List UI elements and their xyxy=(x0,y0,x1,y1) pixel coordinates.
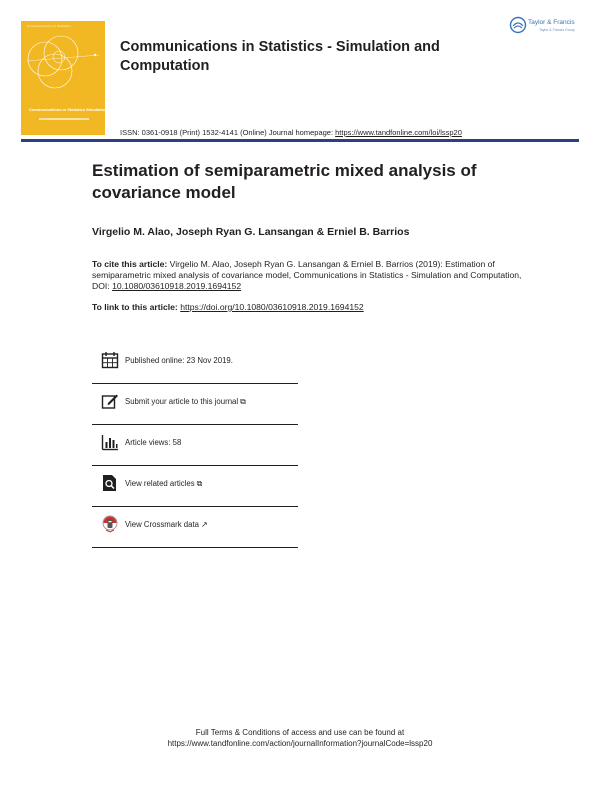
external-link-icon: ⧉ xyxy=(240,397,246,406)
edit-pencil-icon xyxy=(101,392,119,410)
article-views-text: Article views: 58 xyxy=(125,438,182,447)
article-authors: Virgelio M. Alao, Joseph Ryan G. Lansangan & Erniel B. Barrios xyxy=(92,226,410,238)
cover-subtitle-bar xyxy=(39,118,89,120)
crossmark-icon xyxy=(101,515,119,533)
related-articles-label: View related articles xyxy=(125,479,195,488)
submit-article-link[interactable] xyxy=(125,397,246,407)
journal-cover-image[interactable] xyxy=(21,21,141,150)
taylor-francis-logo[interactable] xyxy=(509,16,584,36)
header-divider xyxy=(21,139,579,142)
article-info-list xyxy=(92,343,298,548)
search-document-icon xyxy=(101,474,119,492)
bar-chart-icon xyxy=(101,433,119,451)
doi-link[interactable]: 10.1080/03610918.2019.1694152 xyxy=(112,281,242,291)
published-online-row xyxy=(92,343,298,384)
journal-homepage-link[interactable]: https://www.tandfonline.com/loi/lssp20 xyxy=(335,128,462,137)
crossmark-label: View Crossmark data xyxy=(125,520,199,529)
tf-logo-icon xyxy=(509,16,527,34)
tf-logo-subtitle: Taylor & Francis Group xyxy=(539,28,575,32)
external-link-icon: ⧉ xyxy=(196,479,203,488)
article-link-line xyxy=(92,302,364,312)
related-articles-link[interactable] xyxy=(125,479,202,489)
article-title: Estimation of semiparametric mixed analysis of covariance model xyxy=(92,161,477,202)
article-doi-url[interactable]: https://doi.org/10.1080/03610918.2019.1694152 xyxy=(180,302,364,312)
submit-article-label: Submit your article to this journal xyxy=(125,397,239,406)
footer-journal-info-link[interactable]: https://www.tandfonline.com/action/journalInformation?journalCode=lssp20 xyxy=(167,739,433,748)
crossmark-link[interactable] xyxy=(125,520,208,529)
related-articles-row[interactable] xyxy=(92,466,298,507)
article-views-row xyxy=(92,425,298,466)
journal-title: Communications in Statistics - Simulation and Computation xyxy=(120,39,440,74)
cite-label: To cite this article: xyxy=(92,259,168,269)
tf-logo-name: Taylor & Francis xyxy=(528,19,575,26)
submit-article-row[interactable] xyxy=(92,384,298,425)
citation-block xyxy=(92,259,522,292)
cover-publisher-text: Taylor & Francis xyxy=(69,146,91,150)
terms-footer xyxy=(0,727,600,749)
cover-title-text: Communications in Statistics Simulation and Computation xyxy=(29,107,141,112)
cite-text: Virgelio M. Alao, Joseph Ryan G. Lansangan & Erniel B. Barrios (2019): Estimation of semiparametric mixed analysis of covariance model, Communications in Statistics - Simulation and Computation, DOI: xyxy=(92,259,522,291)
external-link-icon: ↗ xyxy=(200,520,208,529)
footer-line-1: Full Terms & Conditions of access and use can be found at xyxy=(195,728,405,737)
published-online-text: Published online: 23 Nov 2019. xyxy=(125,356,233,365)
issn-line xyxy=(120,128,462,137)
crossmark-row[interactable] xyxy=(92,507,298,548)
link-label: To link to this article: xyxy=(92,302,181,312)
calendar-icon xyxy=(101,351,119,369)
issn-text: ISSN: 0361-0918 (Print) 1532-4141 (Online) Journal homepage: xyxy=(120,128,336,137)
cover-series-text: Communications in Statistics xyxy=(27,24,71,28)
